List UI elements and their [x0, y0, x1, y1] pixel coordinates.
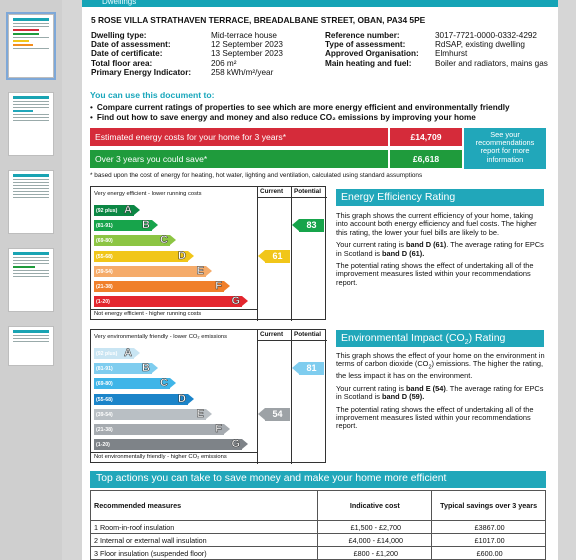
ee-column-divider [291, 187, 292, 321]
ee-band-g [94, 296, 242, 307]
ee-band-letter: E [196, 264, 204, 277]
page-thumbnail-5[interactable] [8, 326, 54, 366]
environmental-impact-text: This graph shows the effect of your home on the environment in terms of carbon dioxide $(CO_2)$ emissions. The higher the rating, the less impact it has on the environment. Your current rating is band E (54). The average rating for EPCs in Scotland is band D (59). The potential rating shows the effect of undertaking all of the improvement measures listed within your recommendations report. [336, 351, 545, 431]
page-thumbnails-panel [0, 0, 62, 560]
ei-band-letter: G [231, 438, 240, 451]
page-thumbnail-3[interactable] [8, 170, 54, 234]
ei-band-letter: C [160, 377, 168, 390]
ee-band-range: (92 plus) [96, 208, 118, 214]
environmental-impact-chart [90, 329, 326, 463]
table-row: 1 Room-in-roof insulation £1,500 - £2,700 £3867.00 [91, 521, 546, 534]
energy-efficiency-chart [90, 186, 326, 320]
ei-band-range: (21-38) [96, 427, 113, 433]
ee-current-rating-text: Your current rating is band D (61). The average rating for EPCs in Scotland is band D (61). [336, 240, 544, 258]
ee-band-letter: F [215, 280, 222, 292]
ei-band-letter: F [215, 423, 222, 435]
document-page [82, 0, 558, 560]
savings-row [90, 150, 462, 168]
use-document-bullets [90, 103, 510, 123]
ee-band-e [94, 266, 206, 277]
ei-header-divider [257, 340, 327, 341]
ei-band-letter: E [196, 407, 204, 420]
ei-potential-column-header: Potential [294, 331, 321, 338]
estimated-costs-row [90, 128, 462, 146]
ee-band-range: (69-80) [96, 238, 113, 245]
ee-band-range: (55-68) [96, 253, 113, 260]
ee-band-letter: B [142, 219, 150, 232]
estimated-costs-value: £14,709 [390, 128, 462, 146]
costs-footnote: * based upon the cost of energy for heating, hot water, lighting and ventilation, calculated using standard assumptions [90, 172, 423, 179]
ee-band-letter: C [160, 234, 168, 247]
ee-band-range: (81-91) [96, 223, 113, 230]
ei-bottom-label: Not environmentally friendly - higher CO₂ emissions [94, 454, 227, 460]
property-labels-left: Dwelling type: Date of assessment: Date of certificate: Total floor area: Primary Energy Indicator: [91, 31, 192, 77]
ei-band-range: (92 plus) [96, 351, 118, 357]
see-recommendations-box: See your recommendations report for more information [464, 128, 546, 169]
ee-current-column-header: Current [260, 188, 284, 195]
ei-footer-divider [91, 452, 257, 453]
ei-current-rating-arrow: 54 [265, 408, 290, 421]
bullet-item: • Find out how to save energy and money and also reduce CO₂ emissions by improving your home [90, 113, 510, 123]
ee-band-range: (21-38) [96, 284, 113, 290]
environmental-impact-title: Environmental Impact $(CO_2)$ Rating [336, 330, 544, 347]
ei-band-letter: B [142, 362, 150, 375]
ei-band-range: (1-20) [96, 442, 110, 449]
ei-column-divider [257, 330, 258, 464]
ee-header-divider [257, 197, 327, 198]
ei-band-letter: A [124, 347, 132, 359]
ee-band-range: (1-20) [96, 299, 110, 306]
ei-band-c [94, 378, 170, 389]
property-values-left: Mid-terrace house 12 September 2023 13 September 2023 206 m² 258 kWh/m²/year [211, 31, 283, 77]
use-document-heading: You can use this document to: [90, 90, 215, 100]
property-address: 5 ROSE VILLA STRATHAVEN TERRACE, BREADALBANE STREET, OBAN, PA34 5PE [91, 15, 426, 25]
ei-band-b [94, 363, 152, 374]
ei-band-g [94, 439, 242, 450]
property-values-right: 3017-7721-0000-0332-4292 RdSAP, existing dwelling Elmhurst Boiler and radiators, mains gas [435, 31, 548, 68]
table-row: 3 Floor insulation (suspended floor) £800 - £1,200 £600.00 [91, 547, 546, 560]
ei-band-a [94, 348, 134, 359]
ee-band-letter: A [124, 204, 132, 216]
ee-band-range: (39-54) [96, 268, 113, 275]
ei-band-f [94, 424, 224, 435]
ee-bottom-label: Not energy efficient - higher running costs [94, 311, 202, 317]
ee-band-c [94, 235, 170, 246]
ei-current-column-header: Current [260, 331, 284, 338]
ei-band-range: (81-91) [96, 366, 113, 373]
recommended-measures-table [90, 490, 546, 560]
ei-top-label: Very environmentally friendly - lower CO₂ emissions [94, 334, 228, 340]
page-header-label: Dwellings [102, 0, 137, 6]
page-thumbnail-4[interactable] [8, 248, 54, 312]
ee-band-letter: D [178, 249, 186, 262]
ei-band-range: (55-68) [96, 396, 113, 403]
savings-value: £6,618 [390, 150, 462, 168]
ee-band-b [94, 220, 152, 231]
estimated-costs-label: Estimated energy costs for your home for 3 years* [90, 128, 388, 146]
ee-band-letter: G [231, 295, 240, 308]
ei-band-range: (69-80) [96, 381, 113, 388]
savings-label: Over 3 years you could save* [90, 150, 388, 168]
ee-potential-column-header: Potential [294, 188, 321, 195]
ei-potential-rating-arrow: 81 [299, 362, 324, 375]
ee-potential-rating-arrow: 83 [299, 219, 324, 232]
bullet-item: • Compare current ratings of properties to see which are more energy efficient and environmentally friendly [90, 103, 510, 113]
energy-efficiency-title: Energy Efficiency Rating [336, 189, 544, 206]
ei-current-rating-text: Your current rating is band E (54). The average rating for EPCs in Scotland is band D (59). [336, 383, 544, 402]
page-thumbnail-2[interactable] [8, 92, 54, 156]
energy-efficiency-text: This graph shows the current efficiency of your home, taking into account both energy efficiency and fuel costs. The higher this rating, the lower your fuel bills are likely to be. Your current rating is band D (61). The average rating for EPCs in Scotland is band D (61). The potential rating shows the effect of undertaking all of the improvement measures listed within your recommendations report. [336, 212, 546, 291]
ee-top-label: Very energy efficient - lower running costs [94, 191, 202, 197]
ee-current-rating-arrow: 61 [265, 250, 290, 263]
page-thumbnail-1[interactable] [8, 14, 54, 78]
page-header-band [82, 0, 558, 7]
table-header-row: Recommended measures Indicative cost Typical savings over 3 years [91, 491, 546, 521]
ei-band-e [94, 409, 206, 420]
ei-band-d [94, 394, 188, 405]
ei-column-divider [291, 330, 292, 464]
top-actions-title: Top actions you can take to save money and make your home more efficient [90, 471, 546, 488]
ee-band-d [94, 251, 188, 262]
ei-band-letter: D [178, 392, 186, 405]
ei-band-range: (39-54) [96, 411, 113, 418]
ee-band-f [94, 281, 224, 292]
ee-footer-divider [91, 309, 257, 310]
property-labels-right: Reference number: Type of assessment: Approved Organisation: Main heating and fuel: [325, 31, 419, 68]
table-row: 2 Internal or external wall insulation £4,000 - £14,000 £1017.00 [91, 534, 546, 547]
ee-band-a [94, 205, 134, 216]
